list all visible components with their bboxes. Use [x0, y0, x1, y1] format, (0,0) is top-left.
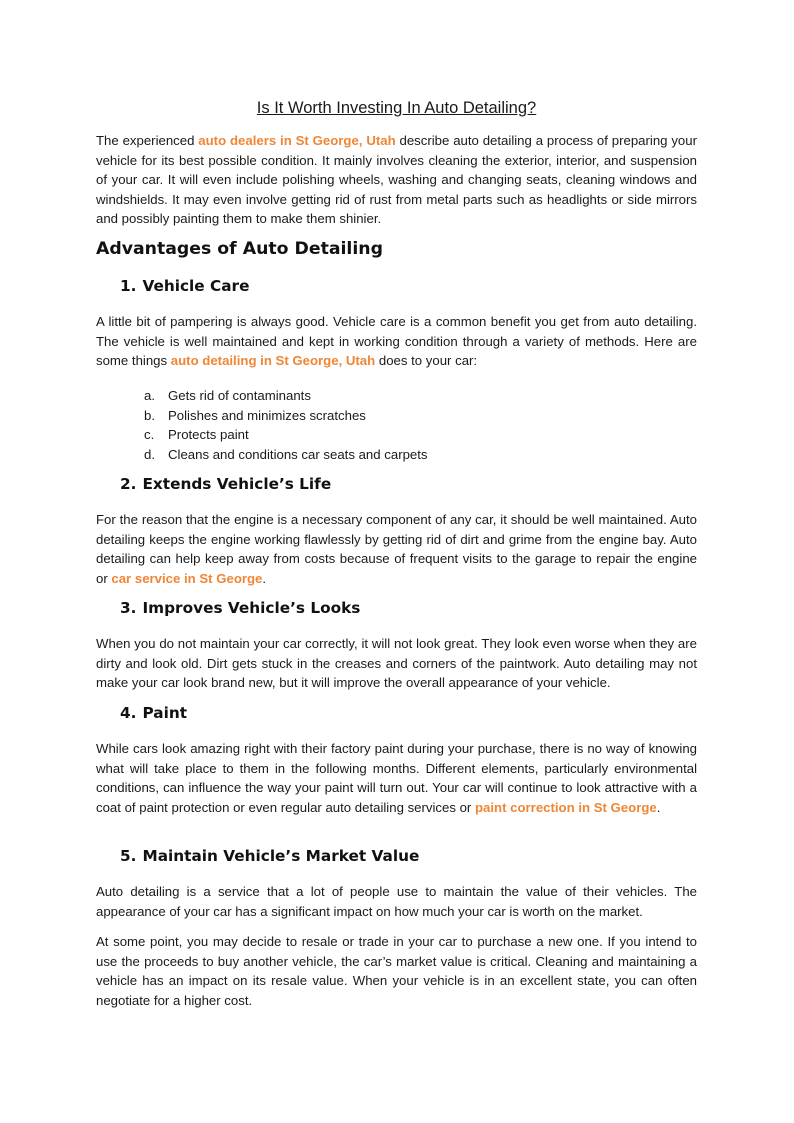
list-item: d. Cleans and conditions car seats and carpets	[144, 446, 428, 462]
section-1-paragraph: A little bit of pampering is always good. Vehicle care is a common benefit you get from auto detailing. The vehicle is well maintained and kept in working condition through a variety of methods. Here are some things auto detailing in St George, Utah does to your car:	[96, 314, 697, 368]
section-2-heading: 2. Extends Vehicle’s Life	[120, 475, 332, 493]
section-3-heading: 3. Improves Vehicle’s Looks	[120, 599, 361, 617]
auto-dealers-link[interactable]: auto dealers in St George, Utah	[198, 133, 396, 148]
auto-detailing-link[interactable]: auto detailing in St George, Utah	[170, 353, 376, 368]
section-2-paragraph: For the reason that the engine is a necessary component of any car, it should be well maintained. Auto detailing keeps the engine working flawlessly by getting rid of dirt and grime from the engine bay. Auto detailing can help keep away from costs because of frequent visits to the garage to repair the engine or car service in St George.	[96, 512, 697, 586]
vehicle-care-list	[144, 386, 428, 464]
list-item: a. Gets rid of contaminants	[144, 388, 311, 403]
section-4-heading: 4. Paint	[120, 704, 188, 722]
car-service-link[interactable]: car service in St George	[111, 570, 263, 586]
section-5-heading: 5. Maintain Vehicle’s Market Value	[120, 847, 420, 865]
section-3-paragraph: When you do not maintain your car correctly, it will not look great. They look even worse when they are dirty and look old. Dirt gets stuck in the creases and corners of the paintwork. Auto detailing may not make your car look brand new, but it will improve the overall appearance of your vehicle.	[96, 636, 697, 690]
section-1-heading: 1. Vehicle Care	[120, 277, 250, 295]
advantages-heading: Advantages of Auto Detailing	[96, 239, 383, 259]
section-5-paragraph-2: At some point, you may decide to resale or trade in your car to purchase a new one. If you intend to use the proceeds to buy another vehicle, the car’s market value is critical. Cleaning and maintaining a vehicle has an impact on its resale value. When your vehicle is in an excellent state, you can often negotiate for a higher cost.	[96, 934, 697, 1008]
list-item: b. Polishes and minimizes scratches	[144, 407, 366, 423]
paint-correction-link[interactable]: paint correction in St George	[475, 799, 657, 815]
intro-paragraph: The experienced auto dealers in St George, Utah describe auto detailing a process of preparing your vehicle for its best possible condition. It mainly involves cleaning the exterior, interior, and suspension of your car. It will even include polishing wheels, washing and changing seats, cleaning windows and windshields. It may even involve getting rid of rust from metal parts such as headlights or side mirrors and possibly painting them to make them shinier.	[96, 133, 697, 226]
section-4-paragraph: While cars look amazing right with their factory paint during your purchase, there is no way of knowing what will take place to them in the following months. Different elements, particularly environmental conditions, can influence the way your paint will turn out. Your car will continue to look attractive with a coat of paint protection or even regular auto detailing services or paint correction in St George.	[96, 741, 697, 815]
section-5-paragraph-1: Auto detailing is a service that a lot of people use to maintain the value of their vehicles. The appearance of your car has a significant impact on how much your car is worth on the market.	[96, 884, 697, 919]
list-item: c. Protects paint	[144, 427, 249, 442]
page-title: Is It Worth Investing In Auto Detailing?	[256, 99, 537, 117]
